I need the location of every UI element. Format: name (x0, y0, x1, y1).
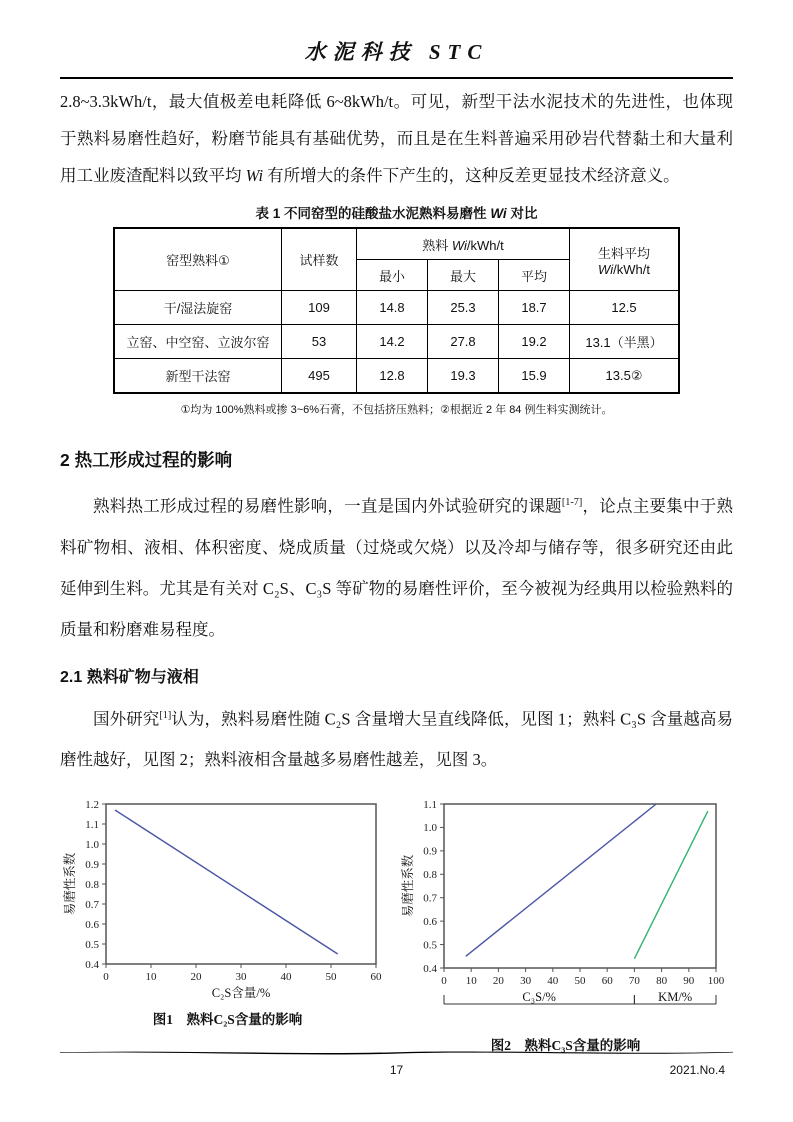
svg-text:1.1: 1.1 (85, 818, 99, 831)
section-2-1-paragraph: 国外研究[1]认为，熟料易磨性随 C₂S 含量增大呈直线降低，见图 1；熟料 C₃S 含量越高易磨性越好，见图 2；熟料液相含量越多易磨性越差，见图 3。 (60, 709, 734, 769)
svg-text:0.7: 0.7 (85, 898, 99, 911)
svg-text:易磨性系数: 易磨性系数 (63, 852, 77, 916)
svg-text:0: 0 (441, 975, 447, 987)
svg-text:40: 40 (280, 971, 292, 983)
table-cell: 19.3 (428, 359, 499, 394)
svg-text:10: 10 (465, 975, 477, 987)
svg-text:10: 10 (145, 971, 157, 983)
page-number: 17 (389, 1063, 404, 1077)
section-2-heading: 2 热工形成过程的影响 (60, 450, 233, 470)
page-footer (60, 1044, 733, 1077)
figures-row (60, 794, 733, 1054)
footer-texts (60, 1063, 733, 1077)
col-header-clinker-wi: 熟料 Wi/kWh/t (357, 228, 570, 260)
journal-title: 水泥科技 STC (304, 40, 489, 64)
table-cell: 新型干法窑 (114, 359, 282, 394)
svg-text:80: 80 (656, 975, 668, 987)
table1 (113, 227, 680, 394)
header-rule (60, 77, 733, 79)
svg-text:0.7: 0.7 (423, 892, 437, 905)
svg-text:0.6: 0.6 (423, 915, 437, 928)
table-cell: 12.8 (357, 359, 428, 394)
intro-paragraph: 2.8~3.3kWh/t，最大值极差电耗降低 6~8kWh/t。可见，新型干法水泥技术的先进性，也体现于熟料易磨性趋好，粉磨节能具有基础优势，而且是在生料普遍采用砂岩代替黏土和大量利用工业废渣配料以致平均 Wi 有所增大的条件下产生的，这种反差更显技术经济意义。 (60, 92, 733, 185)
figure1-caption: 图1 熟料C₂S含量的影响 (152, 1012, 303, 1027)
svg-text:0.4: 0.4 (423, 962, 437, 975)
table-body (114, 291, 679, 394)
svg-text:60: 60 (601, 975, 613, 987)
svg-text:30: 30 (235, 971, 247, 983)
svg-text:20: 20 (492, 975, 504, 987)
col-header-raw-meal-wi: 生料平均 Wi/kWh/t (570, 228, 680, 291)
svg-text:0.9: 0.9 (423, 845, 437, 858)
table-cell: 19.2 (499, 325, 570, 359)
section-2-1-heading: 2.1 熟料矿物与液相 (60, 668, 199, 686)
figure-2 (398, 794, 733, 1054)
table-cell: 干/湿法旋窑 (114, 291, 282, 325)
col-header-max: 最大 (428, 260, 499, 291)
svg-text:1.1: 1.1 (423, 798, 437, 811)
table-cell: 109 (282, 291, 357, 325)
table-cell: 53 (282, 325, 357, 359)
figure-1 (60, 794, 395, 1054)
svg-text:0.4: 0.4 (85, 958, 99, 971)
svg-text:30: 30 (520, 975, 532, 987)
col-header-min: 最小 (357, 260, 428, 291)
svg-text:70: 70 (628, 975, 640, 987)
table1-footnote: ①均为 100%熟料或掺 3~6%石膏，不包括挤压熟料；②根据近 2 年 84 例生料实测统计。 (180, 404, 613, 416)
table-cell: 12.5 (570, 291, 680, 325)
svg-text:0.5: 0.5 (85, 938, 99, 951)
figure2-line-chart (398, 794, 730, 1028)
figure1-line-chart (60, 794, 390, 1002)
table1-header (114, 228, 679, 291)
svg-text:0.6: 0.6 (85, 918, 99, 931)
table-cell: 495 (282, 359, 357, 394)
table-cell: 13.1（半黑） (570, 325, 680, 359)
svg-text:90: 90 (683, 975, 695, 987)
table-cell: 25.3 (428, 291, 499, 325)
svg-text:40: 40 (547, 975, 559, 987)
svg-text:KM/%: KM/% (658, 990, 693, 1004)
table-cell: 14.8 (357, 291, 428, 325)
svg-text:0.5: 0.5 (423, 939, 437, 952)
figure2-caption: 图2 熟料C₃S含量的影响 (490, 1038, 641, 1053)
svg-text:C₂S含量/%: C₂S含量/% (211, 986, 271, 1000)
svg-text:0.9: 0.9 (85, 858, 99, 871)
table-cell: 14.2 (357, 325, 428, 359)
svg-text:1.0: 1.0 (85, 838, 99, 851)
table-cell: 27.8 (428, 325, 499, 359)
col-header-sample-count: 试样数 (282, 228, 357, 291)
svg-text:C₃S/%: C₃S/% (522, 990, 556, 1004)
table1-title: 表 1 不同窑型的硅酸盐水泥熟料易磨性 Wi 对比 (255, 206, 538, 221)
table1-block (60, 202, 733, 417)
svg-text:易磨性系数: 易磨性系数 (401, 854, 415, 918)
issue-label: 2021.No.4 (669, 1063, 725, 1077)
table-cell: 18.7 (499, 291, 570, 325)
svg-text:100: 100 (707, 975, 725, 987)
footer-rule (60, 1048, 733, 1057)
svg-text:50: 50 (574, 975, 586, 987)
svg-text:60: 60 (370, 971, 382, 983)
table-row (114, 291, 679, 325)
table-cell: 立窑、中空窑、立波尔窑 (114, 325, 282, 359)
svg-text:0: 0 (103, 971, 109, 983)
table-row (114, 325, 679, 359)
table-cell: 15.9 (499, 359, 570, 394)
section-2-paragraph: 熟料热工形成过程的易磨性影响，一直是国内外试验研究的课题[1-7]，论点主要集中于熟料矿物相、液相、体积密度、烧成质量（过烧或欠烧）以及冷却与储存等，很多研究还由此延伸到生料。尤其是有关对 C₂S、C₃S 等矿物的易磨性评价，至今被视为经典用以检验熟料的质量和粉磨难易程度。 (60, 496, 734, 639)
table-cell: 13.5② (570, 359, 680, 394)
svg-text:1.2: 1.2 (85, 798, 99, 811)
col-header-kiln-type: 窑型熟料① (114, 228, 282, 291)
col-header-avg: 平均 (499, 260, 570, 291)
svg-text:0.8: 0.8 (423, 869, 437, 882)
svg-text:0.8: 0.8 (85, 878, 99, 891)
svg-text:20: 20 (190, 971, 202, 983)
svg-text:50: 50 (325, 971, 337, 983)
svg-text:1.0: 1.0 (423, 822, 437, 835)
table-row (114, 359, 679, 394)
